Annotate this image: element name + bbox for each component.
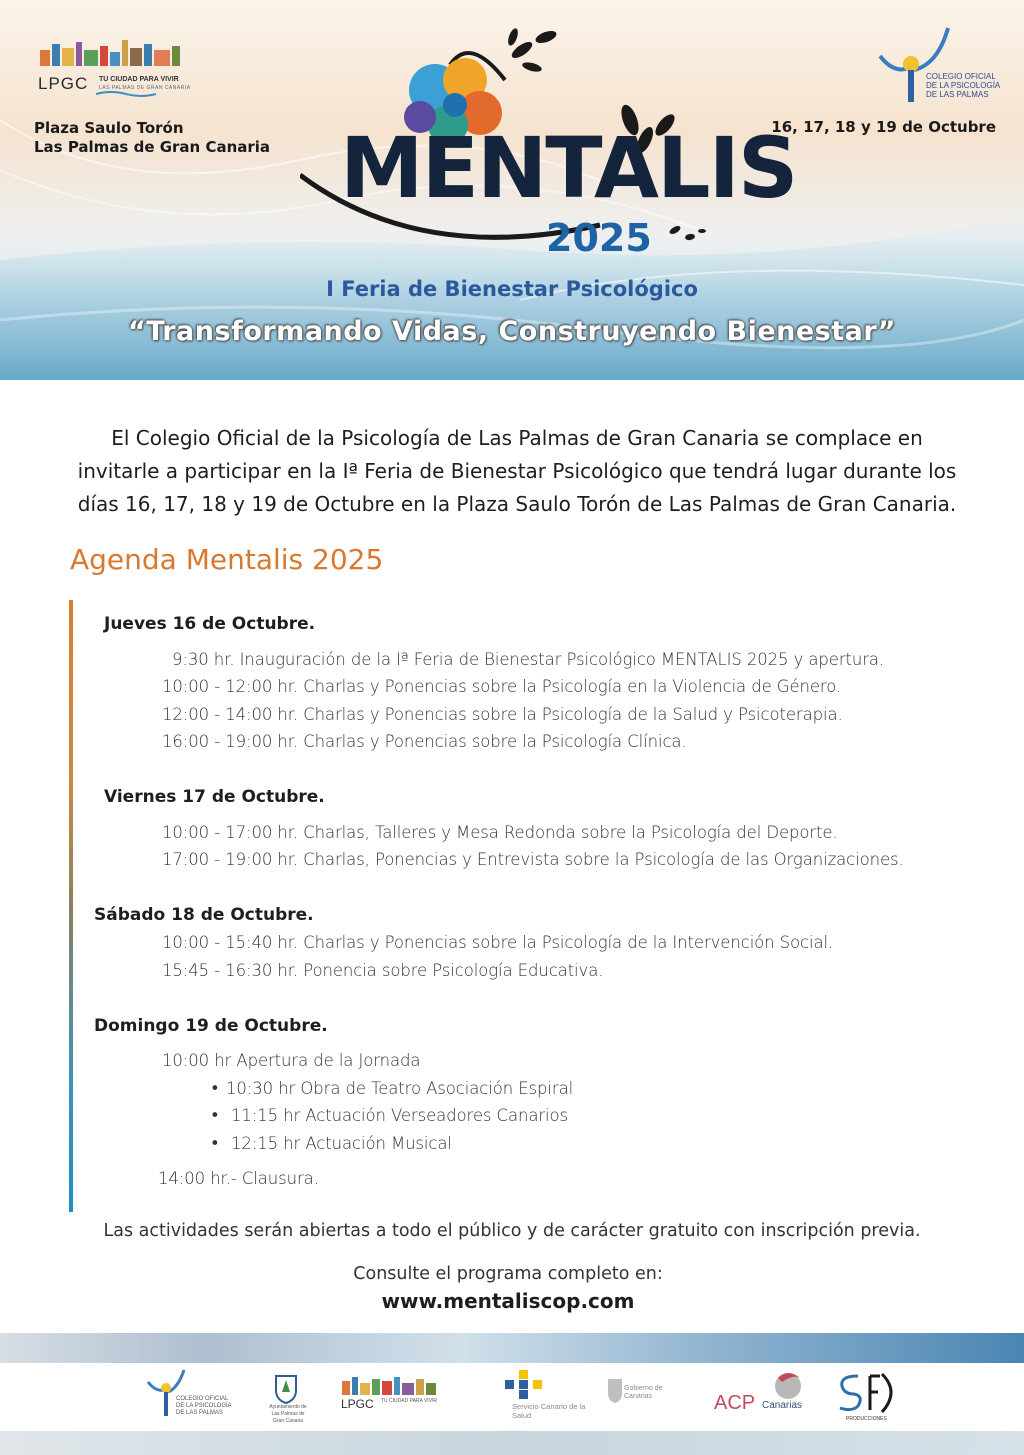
agenda-item: 14:00 hr.- Clausura. (158, 1169, 319, 1188)
header-banner (0, 0, 1024, 380)
access-note: Las actividades serán abiertas a todo el público y de carácter gratuito con inscripción previa. (103, 1221, 921, 1241)
cop-line-2: DE LA PSICOLOGÍA (926, 81, 1001, 90)
venue (34, 119, 270, 157)
sf-producciones-logo (836, 1370, 902, 1418)
agenda-item: 9:30 hr. Inauguración de la Iª Feria de Bienestar Psicológico MENTALIS 2025 y apertura. (172, 650, 885, 669)
lpgc-footer-tagline: TU CIUDAD PARA VIVIR (381, 1398, 438, 1404)
bullet-dot-icon: • (210, 1106, 220, 1125)
agenda-item: 10:00 hr Apertura de la Jornada (162, 1051, 421, 1070)
day-friday: Viernes 17 de Octubre. (104, 787, 325, 807)
scs-footer-text: Servicio Canario de la Salud (512, 1402, 586, 1420)
agenda-subitem: 12:15 hr Actuación Musical (231, 1134, 452, 1153)
feria-subtitle: I Feria de Bienestar Psicológico (326, 277, 698, 301)
acp-footer-text: ACP (714, 1392, 756, 1414)
lpgc-wordmark: LPGC (38, 74, 89, 93)
agenda-item: 10:00 - 12:00 hr. Charlas y Ponencias sobre la Psicología en la Violencia de Género. (162, 677, 842, 696)
lpgc-tagline: TU CIUDAD PARA VIVIR (99, 76, 179, 83)
agenda-subitem: 10:30 hr Obra de Teatro Asociación Espiral (226, 1079, 574, 1098)
slogan: “Transformando Vidas, Construyendo Bienestar” (128, 316, 896, 347)
day-saturday: Sábado 18 de Octubre. (94, 905, 314, 925)
cop-line-1: COLEGIO OFICIAL (926, 72, 996, 81)
gobierno-footer-text: Gobierno de Canarias (624, 1385, 663, 1400)
intro-line-1: El Colegio Oficial de la Psicología de Las Palmas de Gran Canaria se complace en (111, 426, 923, 450)
lpgc-footer-text: LPGC (341, 1397, 374, 1411)
agenda-item: 15:45 - 16:30 hr. Ponencia sobre Psicología Educativa. (162, 961, 604, 980)
event-dates: 16, 17, 18 y 19 de Octubre (771, 118, 996, 136)
intro-line-2: invitarle a participar en la Iª Feria de Bienestar Psicológico que tendrá lugar durante los (77, 459, 957, 483)
footer-decor-band (0, 1333, 1024, 1363)
venue-line-2: Las Palmas de Gran Canaria (34, 138, 271, 156)
venue-line-1: Plaza Saulo Torón (34, 119, 184, 137)
agenda-title: Agenda Mentalis 2025 (70, 543, 384, 576)
agenda-timeline-bar (69, 600, 73, 1212)
agenda-item: 16:00 - 19:00 hr. Charlas y Ponencias sobre la Psicología Clínica. (162, 732, 687, 751)
agenda-subitem: 11:15 hr Actuación Verseadores Canarios (231, 1106, 568, 1125)
brand-wordmark: MENTALIS (340, 119, 797, 217)
website-link[interactable]: www.mentaliscop.com (381, 1289, 635, 1313)
gobierno-shield-icon (607, 1376, 623, 1404)
agenda-item: 17:00 - 19:00 hr. Charlas, Ponencias y Entrevista sobre la Psicología de las Organizaciones. (162, 850, 904, 869)
acp-footer-sub: Canarias (762, 1400, 803, 1411)
cop-footer-text: COLEGIO OFICIAL DE LA PSICOLOGÍA DE LAS PALMAS (176, 1396, 232, 1416)
lpgc-footer-logo (340, 1375, 440, 1397)
bullet-dot-icon: • (210, 1134, 220, 1153)
agenda-item: 12:00 - 14:00 hr. Charlas y Ponencias sobre la Psicología de la Salud y Psicoterapia. (162, 705, 843, 724)
cop-line-3: DE LAS PALMAS (926, 90, 989, 99)
intro-line-3: días 16, 17, 18 y 19 de Octubre en la Plaza Saulo Torón de Las Palmas de Gran Canaria. (77, 492, 957, 516)
scs-cross-icon (505, 1370, 547, 1400)
consult-label: Consulte el programa completo en: (353, 1264, 663, 1284)
footer-bottom-band (0, 1431, 1024, 1455)
day-thursday: Jueves 16 de Octubre. (104, 614, 316, 634)
city-shield-icon (274, 1372, 298, 1404)
bullet-dot-icon: • (210, 1079, 220, 1098)
lpgc-subtitle: LAS PALMAS DE GRAN CANARIA (99, 85, 191, 91)
ayto-footer-text: Ayuntamiento de Las Palmas de Gran Canaria (269, 1404, 307, 1424)
agenda-item: 10:00 - 15:40 hr. Charlas y Ponencias sobre la Psicología de la Intervención Social. (162, 933, 834, 952)
day-sunday: Domingo 19 de Octubre. (94, 1016, 328, 1036)
agenda-item: 10:00 - 17:00 hr. Charlas, Talleres y Mesa Redonda sobre la Psicología del Deporte. (162, 823, 838, 842)
intro-paragraph (40, 422, 994, 521)
brand-year: 2025 (546, 216, 652, 260)
cop-logo-text (926, 72, 1000, 99)
sf-footer-text: PRODUCCIONES (846, 1416, 887, 1422)
